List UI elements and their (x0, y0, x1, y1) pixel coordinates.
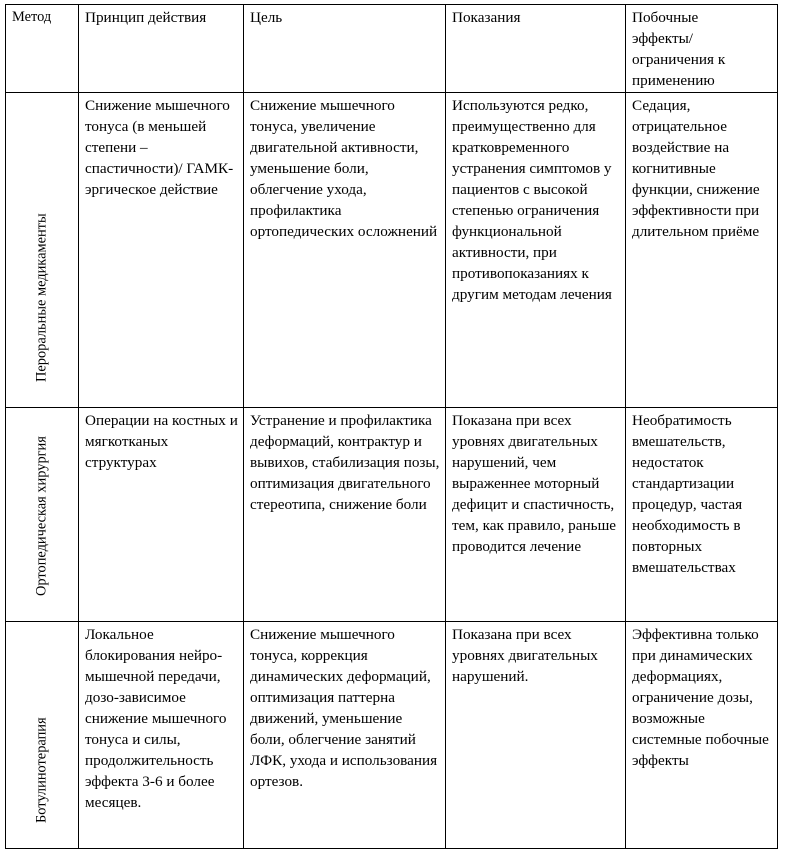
table-row (6, 622, 778, 849)
table-row (6, 408, 778, 622)
indications-cell: Показана при всех уровнях двигательных нарушений. (446, 622, 626, 849)
table-header-row (6, 5, 778, 93)
indications-cell: Используются редко, преимущественно для кратковременного устранения симптомов у пациентов с высокой степенью ограничения функциональной активности, при противопоказаниях к другим методам лечения (446, 93, 626, 408)
principle-cell: Снижение мышечного тонуса (в меньшей степени – спастичности)/ ГАМК-эргическое действие (79, 93, 244, 408)
goal-cell: Снижение мышечного тонуса, увеличение двигательной активности, уменьшение боли, облегчение ухода, профилактика ортопедических осложнений (244, 93, 446, 408)
method-cell (6, 93, 79, 408)
side-effects-cell: Эффективна только при динамических деформациях, ограничение дозы, возможные системные побочные эффекты (626, 622, 778, 849)
method-label: Ортопедическая хирургия (33, 436, 50, 596)
header-principle: Принцип действия (79, 5, 244, 93)
table-row (6, 93, 778, 408)
treatment-methods-table (5, 4, 778, 849)
method-label: Ботулинотерапия (33, 717, 50, 823)
header-goal: Цель (244, 5, 446, 93)
header-indications: Показания (446, 5, 626, 93)
header-side-effects: Побочные эффекты/ ограничения к применению (626, 5, 778, 93)
method-cell (6, 408, 79, 622)
header-method: Метод (6, 5, 79, 93)
indications-cell: Показана при всех уровнях двигательных нарушений, чем выраженнее моторный дефицит и спастичность, тем, как правило, раньше проводится лечение (446, 408, 626, 622)
method-label: Пероральные медикаменты (33, 213, 50, 382)
goal-cell: Устранение и профилактика деформаций, контрактур и вывихов, стабилизация позы, оптимизация двигательного стереотипа, снижение боли (244, 408, 446, 622)
side-effects-cell: Необратимость вмешательств, недостаток стандартизации процедур, частая необходимость в повторных вмешательствах (626, 408, 778, 622)
goal-cell: Снижение мышечного тонуса, коррекция динамических деформаций, оптимизация паттерна движений, уменьшение боли, облегчение занятий ЛФК, ухода и использования ортезов. (244, 622, 446, 849)
principle-cell: Операции на костных и мягкотканых структурах (79, 408, 244, 622)
side-effects-cell: Седация, отрицательное воздействие на когнитивные функции, снижение эффективности при длительном приёме (626, 93, 778, 408)
principle-cell: Локальное блокирования нейро-мышечной передачи, дозо-зависимое снижение мышечного тонуса и силы, продолжительность эффекта 3-6 и более месяцев. (79, 622, 244, 849)
method-cell (6, 622, 79, 849)
